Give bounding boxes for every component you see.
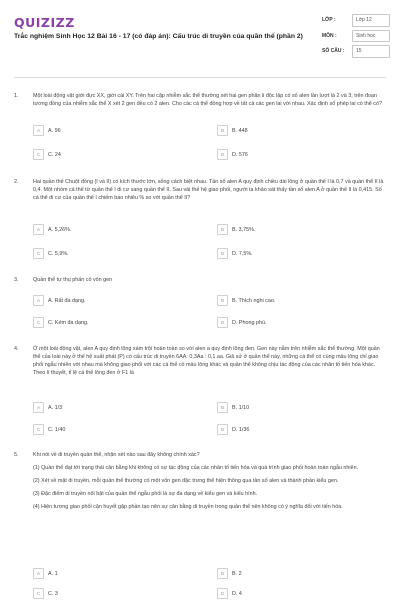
option-text: C. 1/40 [48,426,66,433]
subject-value: Sinh học [352,30,390,43]
option-d[interactable] [217,248,253,259]
option-b[interactable] [217,295,275,306]
option-d[interactable] [217,317,266,328]
meta-grade [322,14,390,27]
option-text: B. Thích nghi cao. [232,297,276,304]
option-text: A. 1/3 [48,404,63,411]
question-5 [14,451,386,512]
statement-3: (3) Đặc điểm di truyền nổi bật của quần thể ngẫu phối là sự đa dạng về kiểu gen và kiểu hình. [33,491,258,498]
subject-label: MÔN : [322,32,337,39]
option-c[interactable] [33,149,61,160]
question-2 [14,178,386,202]
meta-count [322,45,390,58]
question-number: 1. [14,93,19,99]
option-text: D. 1/36 [232,426,250,433]
option-letter: C [33,149,44,160]
question-3 [14,276,386,284]
option-letter: D [217,248,228,259]
option-text: D. 576 [232,151,248,158]
option-a[interactable] [33,224,71,235]
count-value: 15 [352,45,390,58]
option-a[interactable] [33,125,61,136]
statement-2: (2) Xét về mặt di truyền, mỗi quần thể thường có một vốn gen đặc trưng thể hiện thông qua tần số alen và thành phần kiểu gen. [33,478,339,485]
header-divider [14,77,386,78]
option-letter: A [33,402,44,413]
grade-value: Lớp 12 [352,14,390,27]
count-label: SỐ CÂU : [322,48,345,54]
option-a[interactable] [33,402,62,413]
option-text: D. Phong phú. [232,319,267,326]
option-d[interactable] [217,424,249,435]
option-letter: D [217,424,228,435]
option-letter: B [217,568,228,579]
option-c[interactable] [33,424,65,435]
option-text: C. 24 [48,151,61,158]
option-c[interactable] [33,588,58,599]
option-letter: D [217,149,228,160]
option-letter: A [33,125,44,136]
option-b[interactable] [217,402,249,413]
quizizz-logo: QUIZIZZ [14,15,75,30]
statement-1: (1) Quần thể đạt tới trạng thái cân bằng khi không có sự tác động của các nhân tố tiến hóa và quá trình giao phối hoàn toàn ngẫu nhiên. [33,465,359,472]
option-b[interactable] [217,568,242,579]
option-c[interactable] [33,317,88,328]
option-c[interactable] [33,248,69,259]
question-number: 3. [14,277,19,283]
option-letter: D [217,317,228,328]
option-a[interactable] [33,568,58,579]
option-letter: D [217,588,228,599]
option-letter: B [217,402,228,413]
option-b[interactable] [217,125,248,136]
option-text: C. 5,9%. [48,250,69,257]
option-text: A. 1 [48,570,58,577]
option-a[interactable] [33,295,85,306]
option-text: B. 3,75%. [232,226,256,233]
option-letter: B [217,295,228,306]
option-text: C. Kém đa dạng. [48,319,89,326]
grade-label: LỚP : [322,17,336,23]
question-1 [14,92,386,108]
question-number: 5. [14,452,19,458]
option-text: A. 96 [48,127,61,134]
option-b[interactable] [217,224,255,235]
question-number: 2. [14,179,19,185]
option-letter: A [33,295,44,306]
document-header [0,0,400,70]
option-d[interactable] [217,149,248,160]
question-text: Khi nói về di truyền quần thể, nhận xét nào sau đây không chính xác? [33,452,200,458]
question-text: Ở một loài động vật, alen A quy định lông xám trội hoàn toàn so với alen a quy định lông đen. Gen này nằm trên nhiễm sắc thể thường. Một quần thể của loài này ở thế hệ xuất phát (P) có cấu trúc di truyền 6AA: 0,3Aa : 0,1 aa. Giả sử ở quần thể này, những cá thể có cùng màu lông chỉ giao phối ngẫu nhiên với nhau mà không giao phối với các cá thể có màu lông khác và quần thể không chịu tác động của các nhân tố tiến hóa khác. Theo lí thuyết, tỉ lệ cá thể lông đen ở F1 là [33,346,380,377]
option-letter: A [33,224,44,235]
option-letter: B [217,224,228,235]
meta-panel [322,14,390,61]
option-letter: C [33,588,44,599]
option-letter: C [33,248,44,259]
option-text: A. Rất đa dạng. [48,297,86,304]
page-title: Trắc nghiệm Sinh Học 12 Bài 16 - 17 (có đáp án): Cấu trúc di truyền của quần thể (phần 2) [14,33,303,40]
option-letter: B [217,125,228,136]
question-4 [14,345,386,377]
option-letter: A [33,568,44,579]
option-d[interactable] [217,588,242,599]
option-text: B. 448 [232,127,248,134]
option-text: B. 2 [232,570,242,577]
meta-subject [322,30,390,43]
option-text: B. 1/10 [232,404,250,411]
option-text: C. 3 [48,590,58,597]
question-text: Quần thể tự thụ phấn có vốn gen [33,277,113,283]
option-text: D. 7,5%. [232,250,253,257]
question-number: 4. [14,346,19,352]
option-letter: C [33,317,44,328]
question-text: Một loài động vật giới đực XX, giới cái XY. Trên hai cặp nhiễm sắc thể thường xét hai gen phân li độc lập có số alen lần lượt là 2 và 3; trên đoạn tương đồng của nhiễm sắc thể X xét 2 gen đều có 2 alen. Cho các cá thể đồng hợp về tất cả các gen lai với nhau. Xác định số phép lai có thể có? [33,93,382,108]
question-text: Hai quần thể Chuột đồng (I và II) có kích thước lớn, sống cách biệt nhau. Tần số alen A quy định chiều dài lông ở quần thể I là 0,7 và quần thể II là 0,4. Một nhóm cá thể từ quần thể I di cư sang quần thể II. Sau vài thế hệ giao phối, người ta khảo sát thấy tần số alen A ở quần thể II là 0,415. Số cá thể di cư của quần thể I chiếm bao nhiêu % so với quần thể II? [33,179,384,202]
statement-4: (4) Hiện tượng giao phối cận huyết gặp phần tạo nên sự cân bằng di truyền trong quần thể nên không có ý nghĩa đối với tiến hóa. [33,504,343,511]
option-text: D. 4 [232,590,242,597]
option-letter: C [33,424,44,435]
option-text: A. 5,26%. [48,226,72,233]
